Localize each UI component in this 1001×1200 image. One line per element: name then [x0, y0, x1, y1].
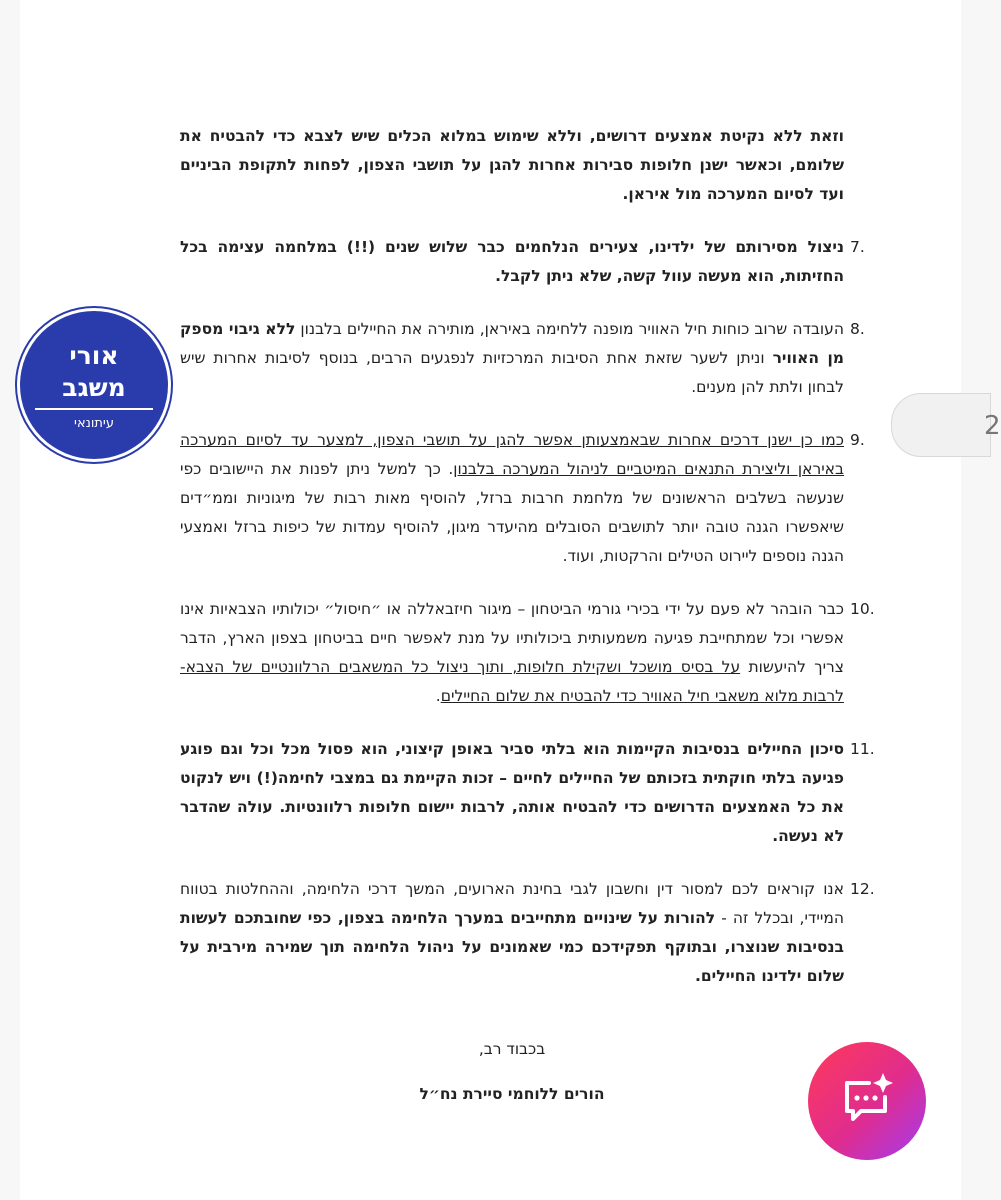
closing-regards: בכבוד רב,	[478, 1040, 546, 1058]
journalist-stamp	[20, 311, 168, 459]
item-text-bold: ללא גיבוי מספק מן האוויר	[180, 320, 845, 367]
item-text: ניצול מסירותם של ילדינו, צעירים הנלחמים כבר שלוש שנים (!!) במלחמה עצימה בכל החזיתות, הוא מעשה עוול קשה, שלא ניתן לקבל.	[180, 238, 844, 285]
item-number: 11.	[850, 740, 875, 758]
item-text: כבר הובהר לא פעם על ידי בכירי גורמי הביטחון – מיגור חיזבאללה או ״חיסול״ יכולותיו הצבאיות אינו אפשרי וכל שמתחייבת פגיעה משמעותית ביכולותיו על מנת לאפשר חיים בביטחון בצפון הארץ, הדבר צריך להיעשות	[180, 600, 844, 676]
item-text-underlined: על בסיס מושכל ושקילת חלופות, ותוך ניצול כל המשאבים הרלוונטיים של הצבא- לרבות מלוא משאבי חיל האוויר כדי להבטיח את שלום החיילים	[180, 658, 844, 705]
closing-signature: הורים ללוחמי סיירת נח״ל	[419, 1085, 605, 1103]
item-text-underlined: כמו כן ישנן דרכים אחרות שבאמצעותן אפשר להגן על תושבי הצפון, למצער עד לסיום המערכה באיראן וליצירת התנאים המיטביים לניהול המערכה בלבנון	[180, 431, 845, 478]
ai-chat-sparkle-icon	[835, 1067, 899, 1135]
closing	[180, 1035, 844, 1109]
item-number: 7.	[850, 238, 865, 256]
ai-assistant-button[interactable]	[808, 1042, 926, 1160]
stamp-subtitle: עיתונאי	[74, 415, 114, 431]
item-text: סיכון החיילים בנסיבות הקיימות הוא בלתי סביר באופן קיצוני, הוא פסול מכל וכל וגם פוגע פגיעה בלתי חוקתית בזכותם של החיילים לחיים – זכות הקיימת גם במצבי לחימה(!) ויש לנקוט את כל האמצעים הדרושים כדי להבטיח אותה, לרבות יישום חלופות רלוונטיות. עולה שהדבר לא נעשה.	[180, 740, 844, 845]
item-text: העובדה שרוב כוחות חיל האוויר מופנה ללחימה באיראן, מותירה את החיילים בלבנון	[295, 320, 844, 338]
item-text: . כך למשל ניתן לפנות את היישובים כפי שנעשה בשלבים הראשונים של מלחמת חרבות ברזל, להוסיף מאות רבות של מיגוניות וממ״דים שיאפשרו הגנה טובה יותר לתושבים הסובלים מהיעדר מיגון, להוסיף עמדות של כיפות ברזל ואמצעי הגנה נוספים ליירוט הטילים והרקטות, ועוד.	[180, 460, 844, 565]
list-item-11	[180, 735, 875, 851]
item-number: 12.	[850, 880, 875, 898]
item-text-bold: להורות על שינויים מתחייבים במערך הלחימה בצפון, כפי שחובתכם לעשות בנסיבות שנוצרו, ובתוקף תפקידכם כמי שאמונים על ניהול הלחימה תוך שמירה מירבית על שלום ילדינו החיילים.	[180, 909, 844, 985]
stamp-name: אורי משגב	[35, 340, 153, 410]
document-page	[20, 0, 961, 1200]
list-item-12	[180, 875, 875, 991]
item-number: 9.	[850, 431, 865, 449]
letter-body	[180, 122, 875, 1125]
intro-paragraph: וזאת ללא נקיטת אמצעים דרושים, וללא שימוש במלוא הכלים שיש לצבא כדי להבטיח את שלומם, וכאשר ישנן חלופות סבירות אחרות להגן על תושבי הצפון, לפחות לתקופת הביניים ועד לסיום המערכה מול איראן.	[180, 127, 844, 203]
item-number: 10.	[850, 600, 875, 618]
item-text: אנו קוראים לכם למסור דין וחשבון לגבי בחינת הארועים, המשך דרכי הלחימה, וההחלטות בטווח המיידי, ובכלל זה -	[180, 880, 844, 927]
item-text: וניתן לשער שזאת אחת הסיבות המרכזיות לנפגעים הרבים, בנוסף לסיבות אחרות שיש לבחון ולתת להן מענים.	[180, 349, 844, 396]
list-item-8	[180, 315, 865, 402]
list-item-9	[180, 426, 865, 571]
list-item-7	[180, 233, 865, 291]
item-text: .	[435, 687, 441, 705]
side-tab-label: 2	[984, 411, 1001, 441]
page-side-tab[interactable]	[891, 393, 1001, 457]
list-item-10	[180, 595, 875, 711]
item-number: 8.	[850, 320, 865, 338]
